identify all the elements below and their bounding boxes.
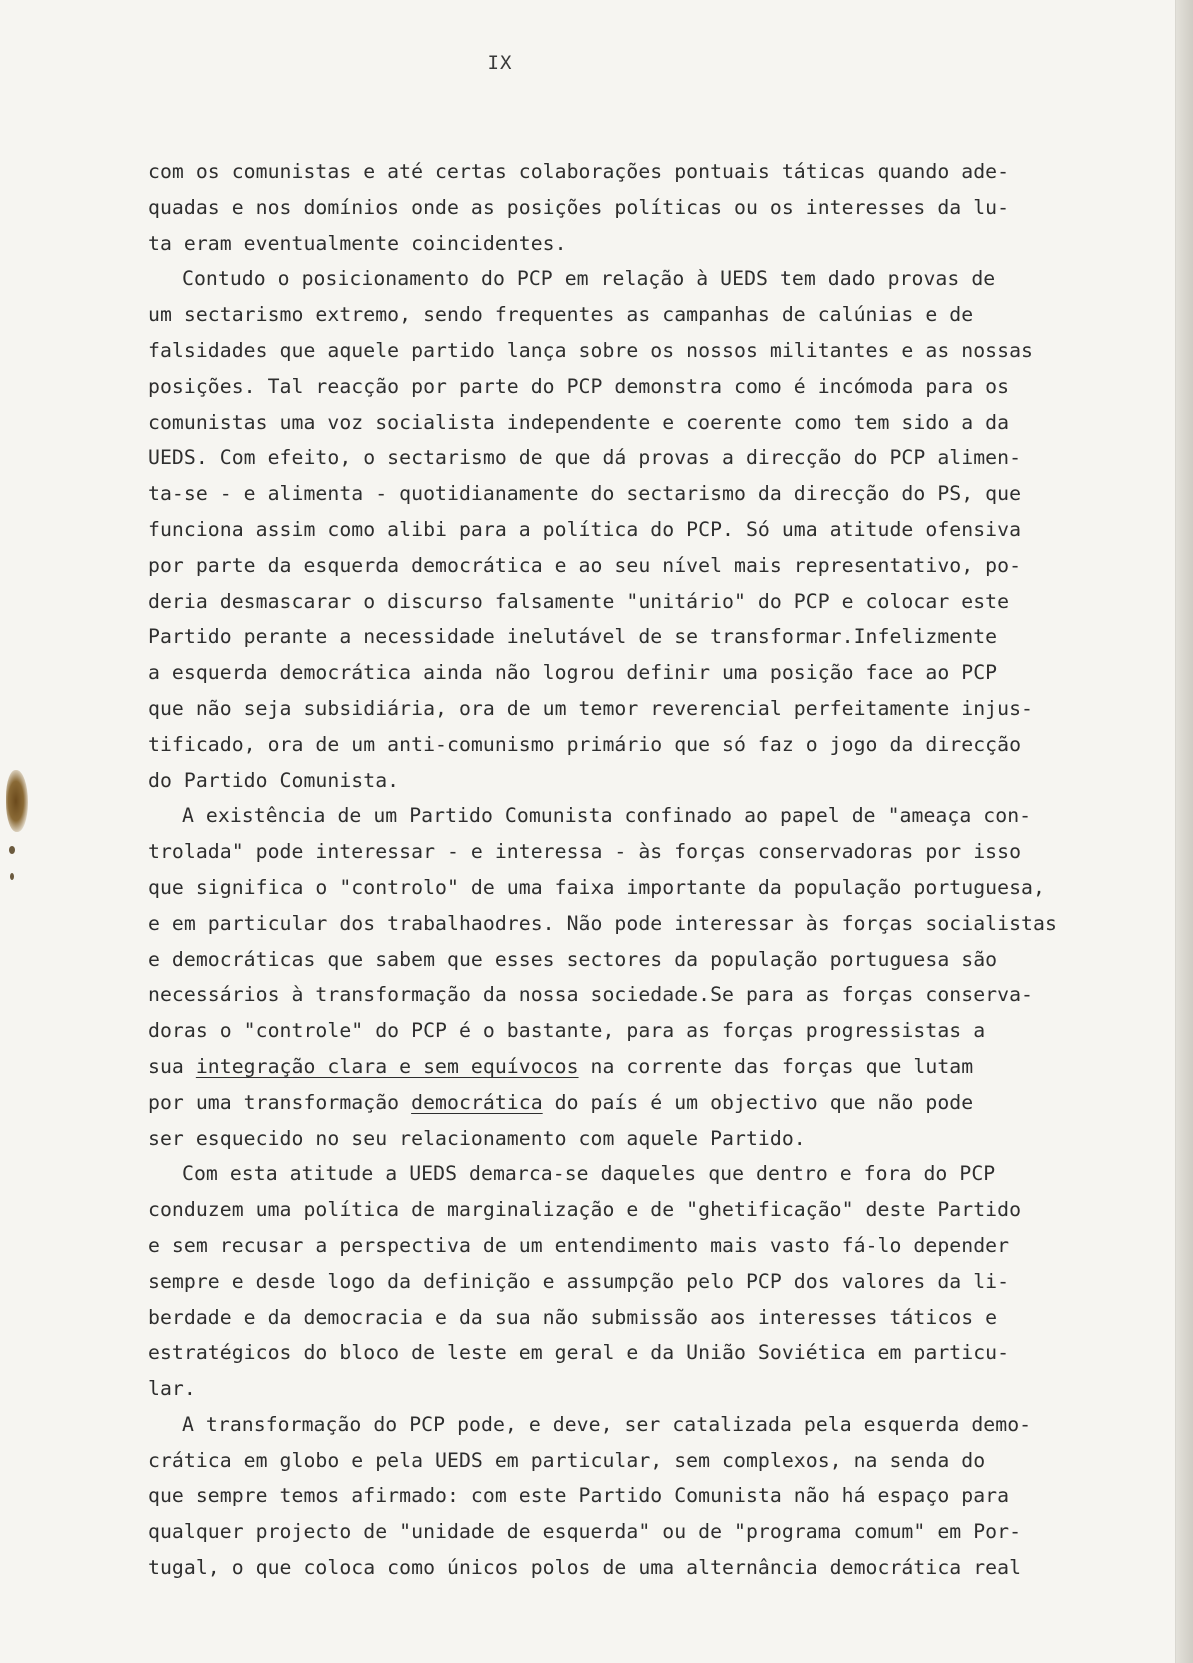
paragraph-start-line: Com esta atitude a UEDS demarca-se daqueles que dentro e fora do PCP (182, 1162, 996, 1186)
text-line: e sem recusar a perspectiva de um entendimento mais vasto fá-lo depender (148, 1233, 1010, 1257)
text-line: crática em globo e pela UEDS em particular, sem complexos, na senda do (148, 1448, 986, 1472)
underlined-phrase: integração clara e sem equívocos (195, 1054, 579, 1078)
text-line: que sempre temos afirmado: com este Partido Comunista não há espaço para (148, 1484, 1010, 1508)
text-line: que significa o "controlo" de uma faixa importante da população portuguesa, (148, 875, 1045, 899)
text-line: necessários à transformação da nossa sociedade.Se para as forças conserva- (148, 983, 1033, 1007)
text-line: sempre e desde logo da definição e assumpção pelo PCP dos valores da li- (148, 1269, 1010, 1293)
text-line: trolada" pode interessar - e interessa - às forças conservadoras por isso (148, 840, 1022, 864)
paragraph-start-line: A transformação do PCP pode, e deve, ser catalizada pela esquerda demo- (182, 1412, 1032, 1436)
text-line: ta eram eventualmente coincidentes. (148, 231, 567, 255)
text-line: com os comunistas e até certas colaborações pontuais táticas quando ade- (148, 160, 1010, 183)
text-line: qualquer projecto de "unidade de esquerda" ou de "programa comum" em Por- (148, 1520, 1022, 1544)
text-line: conduzem uma política de marginalização e de "ghetificação" deste Partido (148, 1198, 1022, 1222)
text-line-underlined (148, 1085, 1058, 1121)
text-line: tificado, ora de um anti-comunismo primário que só faz o jogo da direcção (148, 732, 1022, 756)
text-line: ser esquecido no seu relacionamento com aquele Partido. (148, 1126, 806, 1150)
text-line: funciona assim como alibi para a política do PCP. Só uma atitude ofensiva (148, 517, 1022, 541)
text-line: estratégicos do bloco de leste em geral e da União Soviética em particu- (148, 1341, 1010, 1365)
line-segment: por uma transformação (148, 1090, 412, 1114)
text-line: por parte da esquerda democrática e ao seu nível mais representativo, po- (148, 553, 1022, 577)
text-line: falsidades que aquele partido lança sobre os nossos militantes e as nossas (148, 338, 1033, 362)
text-line: um sectarismo extremo, sendo frequentes as campanhas de calúnias e de (148, 303, 974, 327)
text-line: a esquerda democrática ainda não logrou definir uma posição face ao PCP (148, 661, 998, 685)
text-line: posições. Tal reacção por parte do PCP demonstra como é incómoda para os (148, 374, 1010, 398)
text-line: tugal, o que coloca como únicos polos de uma alternância democrática real (148, 1556, 1022, 1580)
paper-spot (9, 846, 15, 854)
paper-spot (10, 873, 14, 880)
text-line-underlined (148, 1049, 1058, 1085)
text-line: que não seja subsidiária, ora de um temor reverencial perfeitamente injus- (148, 696, 1033, 720)
paper-stain (6, 770, 28, 832)
text-line: do Partido Comunista. (148, 768, 400, 792)
text-line: Partido perante a necessidade inelutável de se transformar.Infelizmente (148, 625, 998, 649)
text-line: e democráticas que sabem que esses sectores da população portuguesa são (148, 947, 998, 971)
text-line: deria desmascarar o discurso falsamente "unitário" do PCP e colocar este (148, 589, 1010, 613)
text-line: ta-se - e alimenta - quotidianamente do sectarismo da direcção do PS, que (148, 482, 1022, 506)
text-line: UEDS. Com efeito, o sectarismo de que dá provas a direcção do PCP alimen- (148, 446, 1022, 470)
line-segment: na corrente das forças que lutam (578, 1054, 974, 1078)
paragraph-start-line: Contudo o posicionamento do PCP em relação à UEDS tem dado provas de (182, 267, 996, 291)
underlined-phrase: democrática (411, 1090, 543, 1114)
text-line: lar. (148, 1377, 196, 1401)
line-segment: sua (148, 1054, 196, 1078)
text-line: quadas e nos domínios onde as posições políticas ou os interesses da lu- (148, 195, 1010, 219)
body-text (148, 154, 1058, 1586)
text-line: berdade e da democracia e da sua não submissão aos interesses táticos e (148, 1305, 998, 1329)
text-line: e em particular dos trabalhaodres. Não pode interessar às forças socialistas (148, 911, 1057, 935)
page-number: IX (487, 52, 513, 74)
paragraph-start-line: A existência de um Partido Comunista confinado ao papel de "ameaça con- (182, 804, 1032, 828)
line-segment: do país é um objectivo que não pode (542, 1090, 974, 1114)
text-line: doras o "controle" do PCP é o bastante, para as forças progressistas a (148, 1019, 986, 1043)
page-edge (1176, 0, 1193, 1663)
text-line: comunistas uma voz socialista independente e coerente como tem sido a da (148, 410, 1010, 434)
